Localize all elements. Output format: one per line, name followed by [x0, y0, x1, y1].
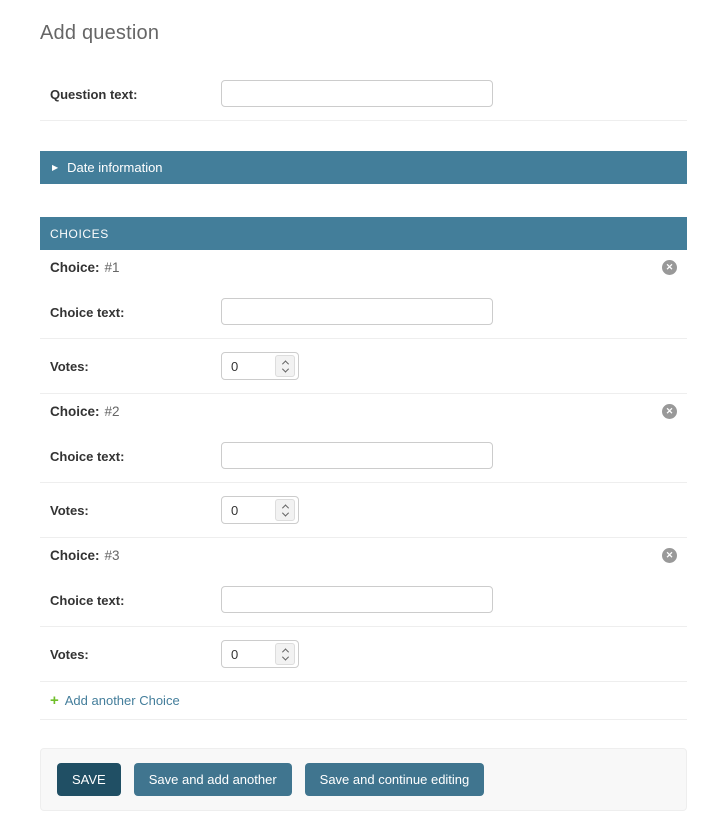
votes-label: Votes:	[50, 647, 89, 662]
choice-2-votes-input[interactable]	[224, 503, 264, 518]
choice-1-votes-row	[40, 339, 687, 394]
choices-header-label: CHOICES	[50, 226, 109, 241]
submit-row	[40, 748, 687, 811]
choice-3-title	[50, 548, 120, 563]
choice-text-label: Choice text:	[50, 449, 125, 464]
add-another-choice-link[interactable]: Add another Choice	[64, 693, 180, 708]
choice-label: Choice:	[50, 260, 100, 275]
choice-label: Choice:	[50, 548, 100, 563]
spinner-down-icon[interactable]	[281, 509, 288, 516]
votes-label: Votes:	[50, 359, 89, 374]
add-question-page	[0, 22, 727, 811]
delete-choice-icon[interactable]: ✕	[662, 404, 677, 419]
choice-3-votes-row	[40, 627, 687, 682]
choice-1-text-input[interactable]	[221, 298, 493, 325]
choice-1-title	[50, 260, 120, 275]
number-spinner[interactable]	[275, 499, 295, 521]
question-text-row	[40, 67, 687, 121]
spinner-down-icon[interactable]	[281, 653, 288, 660]
choice-3-votes-input-wrap	[221, 640, 299, 668]
date-information-label: Date information	[67, 160, 163, 175]
choice-text-label: Choice text:	[50, 305, 125, 320]
choice-2-votes-input-wrap	[221, 496, 299, 524]
question-text-input[interactable]	[221, 80, 493, 107]
date-information-collapse-bar[interactable]	[40, 151, 687, 184]
choice-counter: #3	[104, 548, 120, 563]
choices-inline-group	[40, 217, 687, 720]
choice-text-label: Choice text:	[50, 593, 125, 608]
delete-choice-icon[interactable]: ✕	[662, 548, 677, 563]
question-text-label: Question text:	[50, 87, 138, 102]
choice-group-2	[40, 394, 687, 538]
save-button[interactable]: SAVE	[57, 763, 121, 796]
save-and-add-another-button[interactable]: Save and add another	[134, 763, 292, 796]
choice-counter: #1	[104, 260, 120, 275]
choice-3-heading	[40, 538, 687, 573]
add-another-choice-row	[40, 682, 687, 720]
choice-1-votes-input-wrap	[221, 352, 299, 380]
choice-1-text-row	[40, 285, 687, 339]
spinner-down-icon[interactable]	[281, 365, 288, 372]
choice-2-title	[50, 404, 120, 419]
choice-group-3	[40, 538, 687, 682]
page-title: Add question	[40, 22, 160, 44]
choice-1-votes-input[interactable]	[224, 359, 264, 374]
delete-choice-icon[interactable]: ✕	[662, 260, 677, 275]
choice-2-votes-row	[40, 483, 687, 538]
number-spinner[interactable]	[275, 355, 295, 377]
choice-counter: #2	[104, 404, 120, 419]
choice-3-text-row	[40, 573, 687, 627]
question-module	[40, 67, 687, 121]
choice-label: Choice:	[50, 404, 100, 419]
choice-2-text-input[interactable]	[221, 442, 493, 469]
choices-header	[40, 217, 687, 250]
add-plus-icon: +	[50, 692, 59, 709]
save-and-continue-editing-button[interactable]: Save and continue editing	[305, 763, 485, 796]
votes-label: Votes:	[50, 503, 89, 518]
collapsed-arrow-icon: ▶	[52, 162, 59, 172]
choice-2-heading	[40, 394, 687, 429]
choice-group-1	[40, 250, 687, 394]
choice-3-text-input[interactable]	[221, 586, 493, 613]
choice-1-heading	[40, 250, 687, 285]
choice-2-text-row	[40, 429, 687, 483]
choice-3-votes-input[interactable]	[224, 647, 264, 662]
number-spinner[interactable]	[275, 643, 295, 665]
